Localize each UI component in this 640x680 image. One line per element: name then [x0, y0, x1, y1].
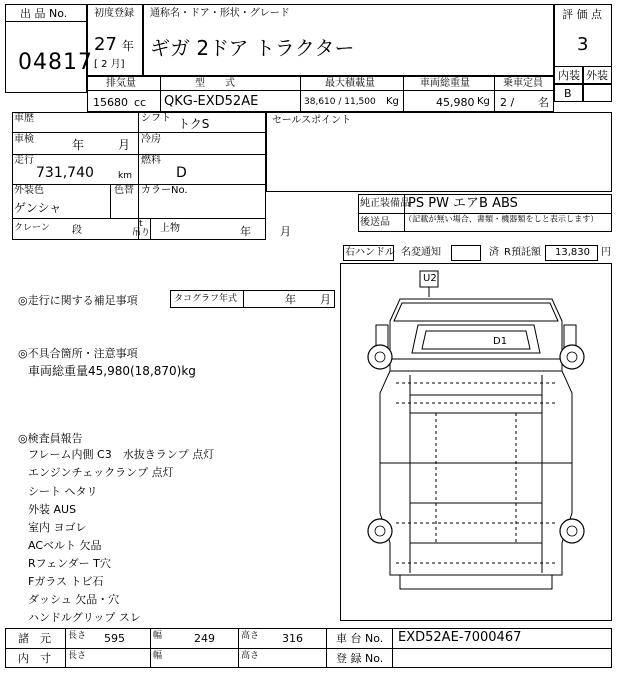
name-change-label: 名変通知	[401, 247, 441, 258]
gross-weight-unit: Kg	[477, 96, 490, 107]
fuel-label: 燃料	[141, 155, 161, 166]
ac-label: 冷房	[141, 134, 161, 145]
crane-upper-month: 月	[280, 225, 291, 238]
crane-upper-label: 上物	[160, 223, 180, 234]
tacho-label: タコグラフ年式	[174, 294, 238, 304]
inspector-label: ◎検査員報告	[18, 432, 83, 445]
recycle-unit: 円	[601, 247, 611, 258]
inspector-line-1: フレーム内側 C3 水抜きランプ 点灯	[28, 448, 215, 461]
crane-ton: 吊り	[132, 228, 151, 238]
capacity-value: 2 /	[500, 96, 515, 109]
mileage-unit: km	[118, 171, 132, 181]
inspector-line-8: Fガラス トビ石	[28, 575, 104, 588]
inner-width-label: 幅	[153, 651, 163, 661]
inspection-label: 車検	[14, 134, 34, 145]
mileage-label: 走行	[14, 155, 34, 166]
model-code-label: 型 式	[195, 78, 235, 89]
grade-label: 評 価 点	[562, 8, 602, 21]
vin-label: 車 台 No.	[336, 632, 384, 645]
inner-height-label: 高さ	[241, 651, 260, 661]
defects-label: ◎不具合箇所・注意事項	[18, 347, 138, 360]
first-reg-month: [ 2 月]	[94, 59, 125, 70]
inner-length-label: 長さ	[68, 651, 87, 661]
equipment-value: PS PW エアB ABS	[408, 196, 518, 211]
length-label: 長さ	[68, 631, 87, 641]
crane-stage: 段	[72, 225, 82, 236]
marker-d1: D1	[493, 336, 508, 347]
length-value: 595	[104, 632, 125, 645]
inspector-line-9: ダッシュ 欠品・穴	[28, 593, 120, 606]
dims-label: 諸 元	[18, 632, 51, 645]
recycle-deposit-label: R預託額	[504, 247, 541, 258]
inspection-year: 年	[72, 138, 85, 152]
tacho-month: 月	[320, 293, 331, 306]
inspection-month: 月	[118, 138, 131, 152]
exterior-label: 外装	[586, 69, 608, 82]
inspector-line-10: ハンドルグリップ スレ	[28, 611, 141, 624]
sales-point-label: セールスポイント	[272, 115, 352, 126]
gross-weight-label: 車両総重量	[420, 78, 470, 89]
displacement-value: 15680	[93, 96, 128, 109]
max-load-label: 最大積載量	[325, 78, 375, 89]
fuel-value: D	[176, 165, 187, 181]
name-change-box	[451, 245, 481, 261]
gross-weight-value: 45,980	[436, 96, 475, 109]
truck-diagram	[340, 263, 612, 621]
height-value: 316	[282, 632, 303, 645]
max-load-unit: Kg	[386, 96, 399, 107]
inspector-line-6: ACベルト 欠品	[28, 539, 102, 552]
capacity-unit: 名	[538, 96, 549, 109]
aftermarket-note: （記載が無い場合、書類・機器類をしと表示します）	[404, 215, 599, 225]
exterior-grade-cell	[583, 84, 612, 102]
mileage-value: 731,740	[36, 165, 94, 181]
height-label: 高さ	[241, 631, 260, 641]
width-label: 幅	[153, 631, 163, 641]
interior-label: 内装	[558, 69, 580, 82]
inspector-line-3: シート ヘタリ	[28, 485, 98, 498]
shift-value: トクS	[178, 117, 210, 131]
ext-color-label: 外装色	[14, 185, 44, 196]
lot-number: 04817	[18, 50, 93, 75]
reg-label: 登 録 No.	[336, 652, 384, 665]
first-reg-year-unit: 年	[122, 39, 135, 53]
lot-label: 出 品 No.	[20, 7, 68, 20]
aftermarket-label: 後送品	[360, 217, 390, 228]
vin-value: EXD52AE-7000467	[398, 630, 522, 645]
max-load-value: 38,610 / 11,500	[304, 97, 376, 107]
inner-dims-label: 内 寸	[18, 652, 51, 665]
steering-value: 右ハンドル	[345, 247, 395, 258]
color-code-label: カラーNo.	[141, 185, 188, 196]
shift-label: シフト	[141, 113, 171, 124]
inspector-line-5: 室内 ヨゴレ	[28, 521, 87, 534]
model-desc-label: 通称名・ドア・形状・グレード	[150, 8, 290, 19]
crane-upper-year: 年	[240, 225, 251, 238]
crane-label: クレーン	[14, 223, 50, 233]
history-label: 車歴	[14, 113, 34, 124]
ext-color-value: ゲンシャ	[14, 201, 62, 215]
recycle-deposit-value: 13,830	[555, 247, 590, 258]
defects-line-1: 車両総重量45,980(18,870)kg	[28, 364, 196, 378]
capacity-label: 乗車定員	[503, 78, 543, 89]
spec-row-header	[87, 76, 554, 91]
inspector-line-7: Rフェンダー T穴	[28, 557, 111, 570]
color-no-label: 色替	[114, 185, 134, 196]
displacement-label: 排気量	[106, 78, 136, 89]
first-reg-label: 初度登録	[94, 8, 134, 19]
recycle-label: 済	[489, 247, 499, 258]
crane-ton-top: t	[139, 219, 143, 229]
equipment-label: 純正装備品	[360, 198, 410, 209]
driving-notes-label: ◎走行に関する補足事項	[18, 294, 138, 307]
first-reg-year: 27	[94, 34, 117, 55]
model-name: ギガ 2ドア トラクター	[150, 36, 355, 60]
grade-value: 3	[577, 34, 589, 55]
marker-u2: U2	[423, 273, 437, 284]
inspector-line-4: 外装 AUS	[28, 503, 77, 516]
tacho-year: 年	[285, 293, 296, 306]
interior-grade: B	[564, 87, 572, 100]
model-code: QKG-EXD52AE	[164, 94, 259, 109]
displacement-unit: cc	[134, 96, 147, 109]
width-value: 249	[194, 632, 215, 645]
inspector-line-2: エンジンチェックランプ 点灯	[28, 466, 174, 479]
